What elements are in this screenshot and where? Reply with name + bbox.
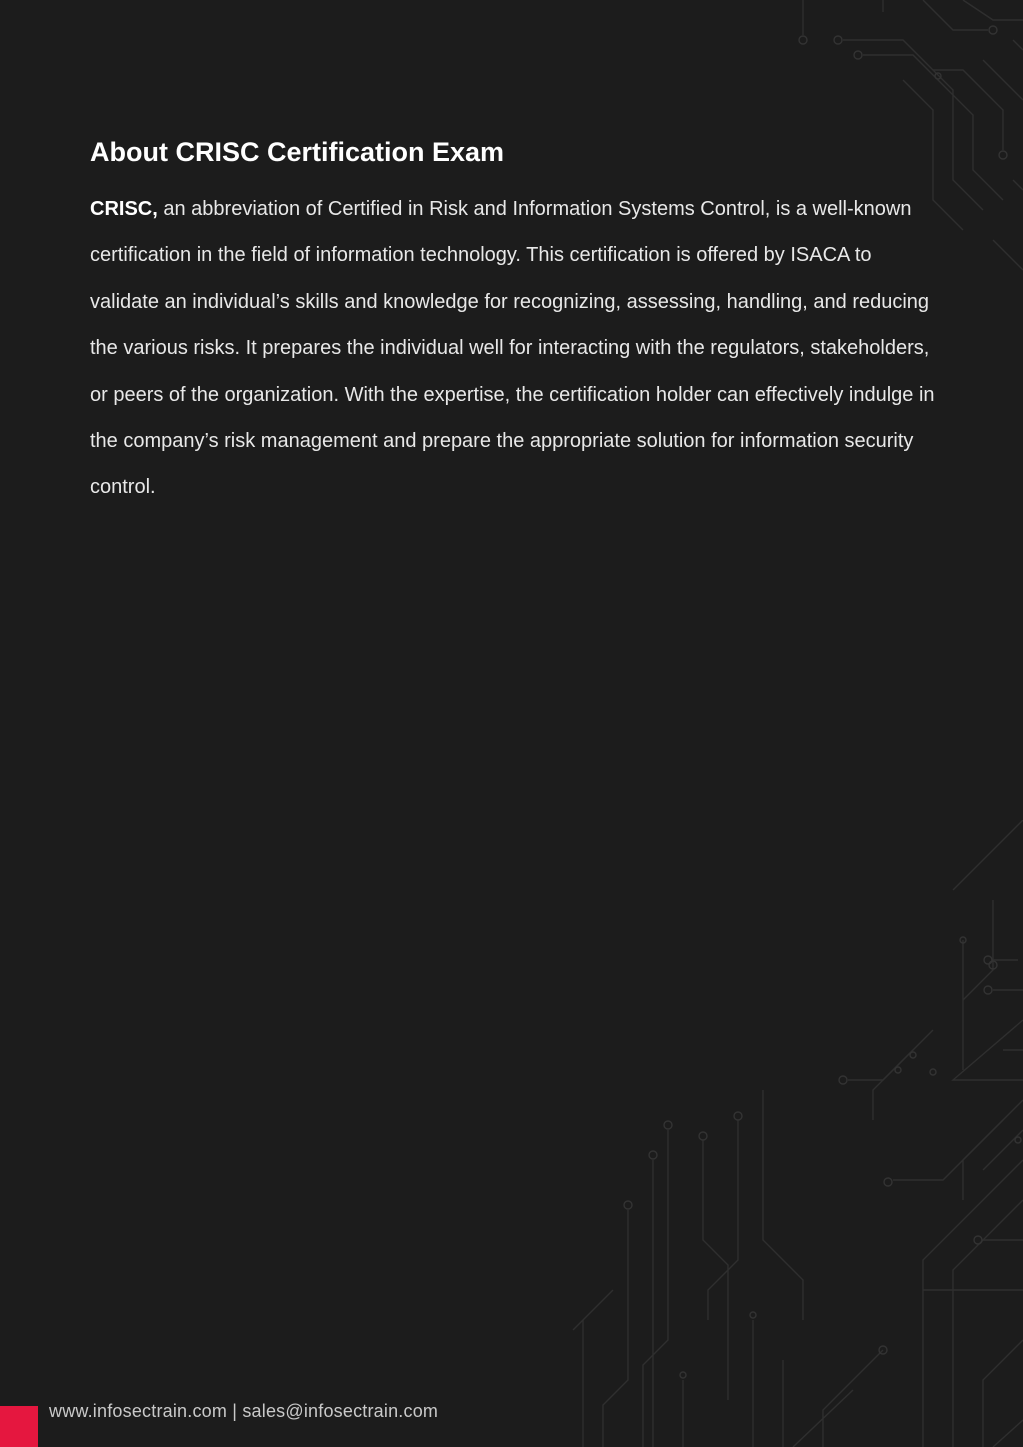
section-title: About CRISC Certification Exam	[90, 137, 505, 167]
circuit-decoration-bottom	[523, 820, 1023, 1447]
section-body	[90, 186, 938, 511]
email-link[interactable]: sales@infosectrain.com	[242, 1401, 439, 1421]
footer-contact	[49, 1398, 649, 1424]
lead-term: CRISC,	[90, 198, 158, 220]
footer-separator: |	[232, 1401, 238, 1421]
website-link[interactable]: www.infosectrain.com	[49, 1401, 228, 1421]
footer-accent-block	[0, 1406, 38, 1447]
body-paragraph: an abbreviation of Certified in Risk and Information Systems Control, is a well-known certification in the field of information technology. This certification is offered by ISACA to validate an individual’s skills and knowledge for recognizing, assessing, handling, and reducing the various risks. It prepares the individual well for interacting with the regulators, stakeholders, or peers of the organization. With the expertise, the certification holder can effectively indulge in the company’s risk management and prepare the appropriate solution for information security control.	[90, 198, 935, 499]
